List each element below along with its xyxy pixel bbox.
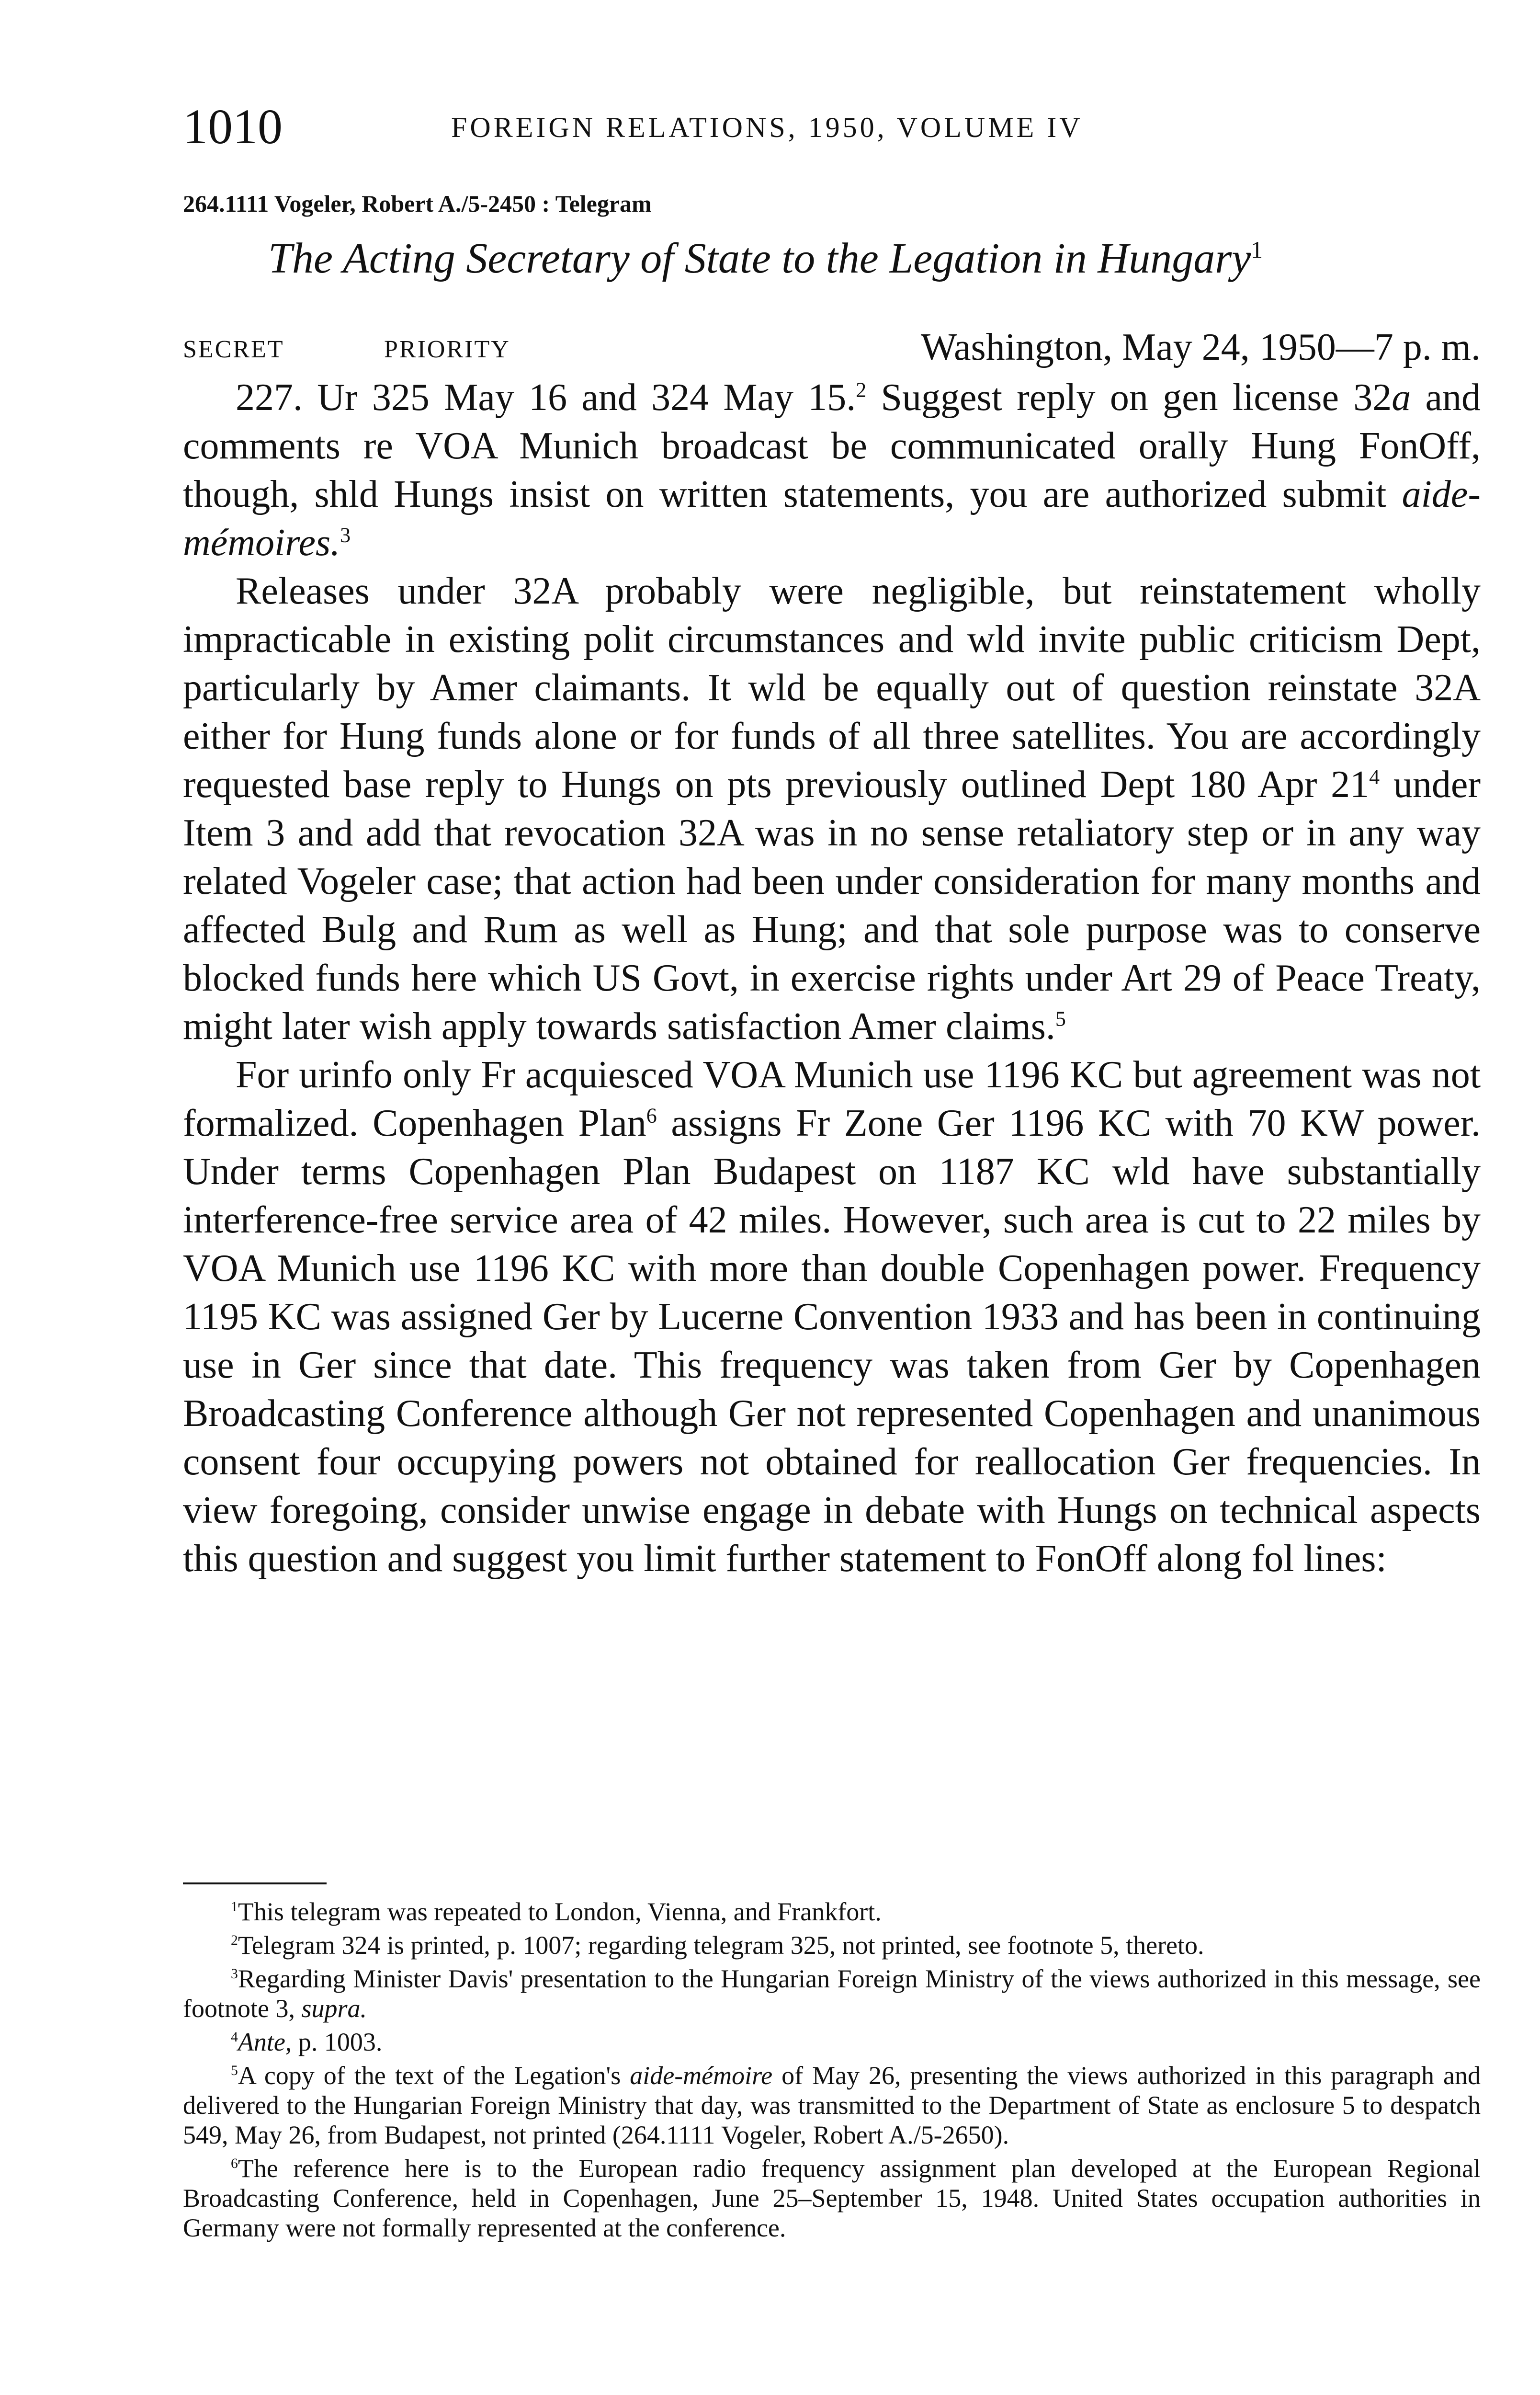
footnote-number: 5: [231, 2063, 238, 2078]
p1-text-a: 227. Ur 325 May 16 and 324 May 15.: [236, 376, 856, 419]
footnote: [183, 2027, 1481, 2057]
footnote: [183, 1930, 1481, 1960]
footnote: [183, 1897, 1481, 1927]
footnote-ref-4: 4: [1369, 765, 1380, 789]
footnote-text: A copy of the text of the Legation's: [238, 2061, 630, 2090]
footnote-text: Telegram 324 is printed, p. 1007; regarding telegram 325, not printed, see footnote 5, thereto.: [238, 1931, 1204, 1960]
footnote-text: The reference here is to the European radio frequency assignment plan developed at the European Regional Broadcasting Conference, held in Copenhagen, June 25–September 15, 1948. United States occupation authorities in Germany were not formally represented at the conference.: [183, 2154, 1481, 2242]
document-title: [268, 230, 1263, 287]
journal-title: FOREIGN RELATIONS, 1950, VOLUME IV: [451, 112, 1083, 143]
body-paragraph-3: [183, 1051, 1481, 1583]
footnote-text: p. 1003.: [292, 2028, 383, 2056]
page-number: 1010: [183, 99, 283, 154]
footnote-text-italic: supra.: [301, 1994, 367, 2023]
body-paragraph-2: [183, 567, 1481, 1051]
dateline-date: May 24, 1950—7 p. m.: [1122, 326, 1481, 368]
footnote-ref-2: 2: [856, 378, 867, 402]
p3-text-a: For urinfo only Fr acquiesced VOA Munich use 1196 KC but agreement was not formalized. Copenhagen Plan: [183, 1054, 1481, 1144]
classification-label: SECRET: [183, 336, 284, 363]
footnote-text-italic: Ante,: [238, 2028, 292, 2056]
document-title-text: The Acting Secretary of State to the Legation in Hungary: [268, 235, 1251, 282]
body-paragraph-1: [183, 374, 1481, 567]
p1-text-b: Suggest reply on gen license 32: [866, 376, 1392, 419]
telegram-header: [183, 326, 1481, 378]
title-footnote-ref: 1: [1251, 237, 1263, 263]
p1-text-c: and comments re VOA Munich broadcast be communicated orally Hung FonOff, though, shld Hungs insist on written statements, you are authorized submit: [183, 376, 1481, 515]
footnote-number: 3: [231, 1966, 238, 1982]
p1-text-b-italic: a: [1392, 376, 1411, 419]
footnote-number: 1: [231, 1899, 238, 1915]
p2-text-b: under Item 3 and add that revocation 32A was in no sense retaliatory step or in any way related Vogeler case; that action had been under consideration for many months and affected Bulg and Rum as well as Hung; and that sole purpose was to conserve blocked funds here which US Govt, in exercise rights under Art 29 of Peace Treaty, might later wish apply towards satisfaction Amer claims.: [183, 764, 1481, 1048]
p3-text-b: assigns Fr Zone Ger 1196 KC with 70 KW power. Under terms Copenhagen Plan Budapest on 1187 KC wld have substantially interference-free service area of 42 miles. However, such area is cut to 22 miles by VOA Munich use 1196 KC with more than double Copenhagen power. Frequency 1195 KC was assigned Ger by Lucerne Convention 1933 and has been in continuing use in Ger since that date. This frequency was taken from Ger by Copenhagen Broadcasting Conference although Ger not represented Copenhagen and unanimous consent four occupying powers not obtained for reallocation Ger frequencies. In view foregoing, consider unwise engage in debate with Hungs on technical aspects this question and suggest you limit further statement to FonOff along fol lines:: [183, 1102, 1481, 1580]
dateline-place: Washington,: [920, 326, 1113, 368]
footnote-text-italic: aide-mémoire: [630, 2061, 773, 2090]
p2-text-a: Releases under 32A probably were negligible, but reinstatement wholly impracticable in existing polit circumstances and wld invite public criticism Dept, particularly by Amer claimants. It wld be equally out of question reinstate 32A either for Hung funds alone or for funds of all three satellites. You are accordingly requested base reply to Hungs on pts previously outlined Dept 180 Apr 21: [183, 570, 1481, 806]
dateline: [921, 326, 1481, 369]
footnote: [183, 2154, 1481, 2243]
footnote-divider: [183, 1882, 327, 1884]
footnote-number: 6: [231, 2156, 238, 2171]
footnote-text: This telegram was repeated to London, Vienna, and Frankfort.: [238, 1897, 882, 1926]
footnote-ref-3: 3: [340, 523, 351, 547]
p1-text-c-italic: aide-mémoires.: [183, 473, 1481, 564]
footnote-ref-5: 5: [1055, 1007, 1066, 1031]
footnote: [183, 2061, 1481, 2150]
footnote: [183, 1964, 1481, 2023]
footnote-number: 2: [231, 1933, 238, 1948]
footnote-number: 4: [231, 2030, 238, 2045]
footnotes: [183, 1897, 1481, 2247]
telegram-body: [183, 374, 1481, 1583]
footnote-text: Regarding Minister Davis' presentation to the Hungarian Foreign Ministry of the views authorized in this message, see footnote 3,: [183, 1964, 1481, 2023]
precedence-label: PRIORITY: [384, 336, 510, 363]
footnote-text: of May 26, presenting the views authorized in this paragraph and delivered to the Hungarian Foreign Ministry that day, was transmitted to the Department of State as enclosure 5 to despatch 549, May 26, from Budapest, not printed (264.1111 Vogeler, Robert A./5-2650).: [183, 2061, 1481, 2149]
footnote-ref-6: 6: [646, 1104, 657, 1128]
running-head: [183, 96, 1481, 158]
file-number: 264.1111 Vogeler, Robert A./5-2450 : Telegram: [183, 190, 652, 217]
